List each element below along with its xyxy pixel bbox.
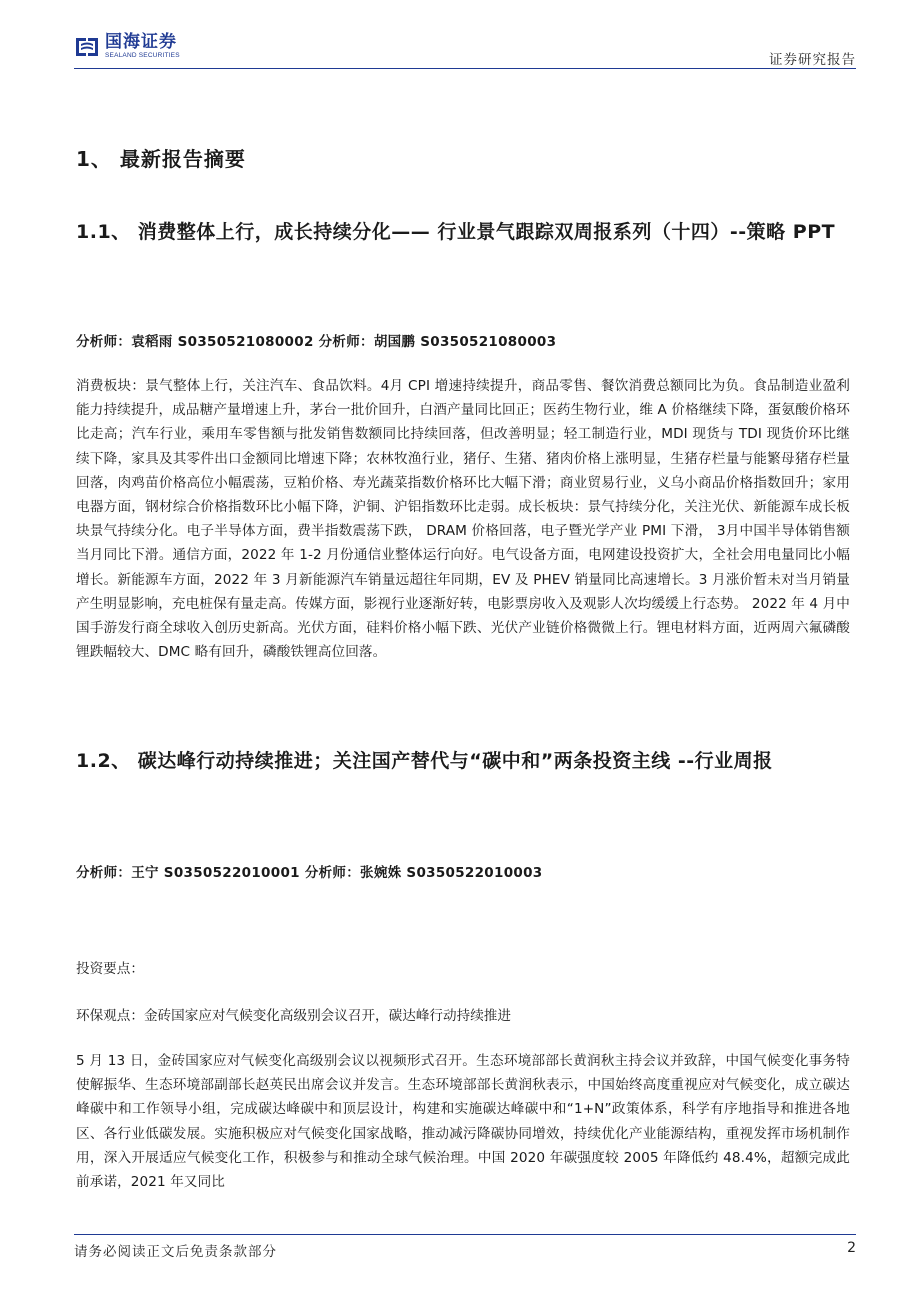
- section-title: 1、 最新报告摘要: [76, 147, 246, 171]
- report2-body: 5 月 13 日，金砖国家应对气候变化高级别会议以视频形式召开。生态环境部部长黄润秋主持会议并致辞，中国气候变化事务特使解振华、生态环境部副部长赵英民出席会议并发言。生态环境部部长黄润秋表示，中国始终高度重视应对气候变化，成立碳达峰碳中和工作领导小组，完成碳达峰碳中和顶层设计，构建和实施碳达峰碳中和“1+N”政策体系，科学有序地指导和推进各地区、各行业低碳发展。实施积极应对气候变化国家战略，推动减污降碳协同增效，持续优化产业能源结构，重视发挥市场机制作用，深入开展适应气候变化工作，积极参与和推动全球气候治理。中国 2020 年碳强度较 2005 年降低约 48.4%，超额完成此前承诺，2021 年又同比: [76, 1053, 850, 1191]
- report1-title: 1.1、 消费整体上行，成长持续分化—— 行业景气跟踪双周报系列（十四）--策略 PPT: [76, 221, 836, 243]
- logo-english-name: SEALAND SECURITIES: [105, 52, 180, 59]
- footer-divider: [74, 1234, 856, 1235]
- report1-body: 消费板块：景气整体上行，关注汽车、食品饮料。4月 CPI 增速持续提升，商品零售、餐饮消费总额同比为负。食品制造业盈利能力持续提升，成品糖产量增速上升，茅台一批价回升，白酒产量同比回正；医药生物行业，维 A 价格继续下降，蛋氨酸价格环比走高；汽车行业，乘用车零售额与批发销售数额同比持续回落，但改善明显；轻工制造行业，MDI 现货与 TDI 现货价环比继续下降，家具及其零件出口金额同比增速下降；农林牧渔行业，猪仔、生猪、猪肉价格上涨明显，生猪存栏量与能繁母猪存栏量回落，肉鸡苗价格高位小幅震荡，豆粕价格、寿光蔬菜指数价格环比大幅下滑；商业贸易行业，义乌小商品价格指数回升；家用电器方面，钢材综合价格指数环比小幅下降，沪铜、沪铝指数环比走弱。成长板块：景气持续分化，关注光伏、新能源车成长板块景气持续分化。电子半导体方面，费半指数震荡下跌， DRAM 价格回落，电子暨光学产业 PMI 下滑， 3月中国半导体销售额当月同比下滑。通信方面，2022 年 1-2 月份通信业整体运行向好。电气设备方面，电网建设投资扩大，全社会用电量同比小幅增长。新能源车方面，2022 年 3 月新能源汽车销量远超往年同期，EV 及 PHEV 销量同比高速增长。3 月涨价暂未对当月销量产生明显影响，充电桩保有量走高。传媒方面，影视行业逐渐好转，电影票房收入及观影人次均缓缓上行态势。 2022 年 4 月中国手游发行商全球收入创历史新高。光伏方面，硅料价格小幅下跌、光伏产业链价格微微上行。锂电材料方面，近两周六氟磷酸锂跌幅较大、DMC 略有回升，磷酸铁锂高位回落。: [76, 378, 850, 661]
- footer-disclaimer: 请务必阅读正文后免责条款部分: [74, 1244, 277, 1260]
- report2-viewpoint: 环保观点：金砖国家应对气候变化高级别会议召开，碳达峰行动持续推进: [76, 1008, 511, 1024]
- page-header: [74, 30, 856, 69]
- company-logo: [74, 34, 180, 60]
- report1-analysts: 分析师：袁稻雨 S0350521080002 分析师：胡国鹏 S0350521080003: [76, 334, 557, 350]
- report2-title: 1.2、 碳达峰行动持续推进；关注国产替代与“碳中和”两条投资主线 --行业周报: [76, 750, 773, 772]
- report2-subhead: 投资要点：: [76, 961, 144, 977]
- report-type-label: 证券研究报告: [769, 52, 856, 68]
- report2-analysts: 分析师：王宁 S0350522010001 分析师：张婉姝 S0350522010003: [76, 865, 543, 881]
- sealand-logo-icon: [74, 35, 100, 59]
- page-number: 2: [847, 1240, 856, 1256]
- logo-chinese-name: 国海证券: [105, 32, 177, 52]
